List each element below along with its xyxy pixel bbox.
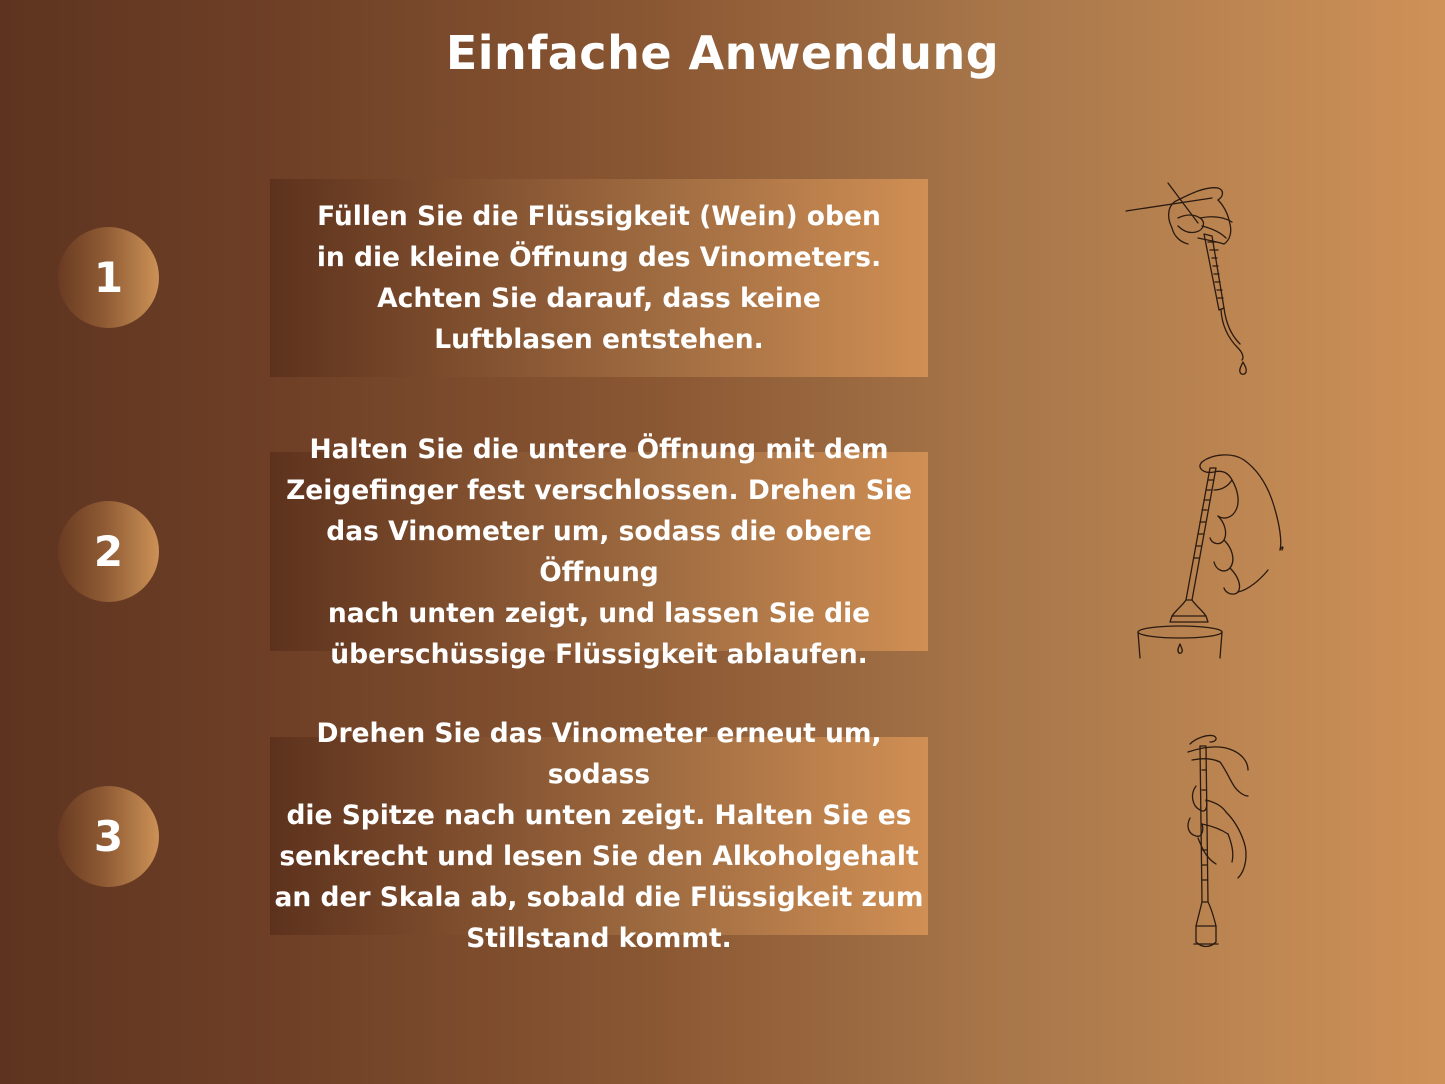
step-instruction-box xyxy=(270,179,928,377)
hand-filling-vinometer-icon xyxy=(1120,178,1250,383)
step-instruction-box xyxy=(270,718,928,954)
hand-draining-vinometer-icon xyxy=(1132,450,1292,662)
hand-reading-vinometer-icon xyxy=(1178,730,1258,952)
step-instruction-box xyxy=(270,433,928,670)
step-number-badge: 2 xyxy=(58,501,159,602)
page-title: Einfache Anwendung xyxy=(445,26,1000,80)
step-instruction-text: Drehen Sie das Vinometer erneut um, sodass die Spitze nach unten zeigt. Halten Sie es senkrecht und lesen Sie den Alkoholgehalt an der Skala ab, sobald die Flüssigkeit zum Stillstand kommt. xyxy=(274,718,924,954)
step-number-badge: 1 xyxy=(58,227,159,328)
step-instruction-text: Halten Sie die untere Öffnung mit dem Zeigefinger fest verschlossen. Drehen Sie das Vinometer um, sodass die obere Öffnung nach unten zeigt, und lassen Sie die überschüssige Flüssigkeit ablaufen. xyxy=(286,433,912,670)
step-number-badge: 3 xyxy=(58,786,159,887)
step-instruction-text: Füllen Sie die Flüssigkeit (Wein) oben in die kleine Öffnung des Vinometers. Achten Sie darauf, dass keine Luftblasen entstehen. xyxy=(316,201,882,355)
